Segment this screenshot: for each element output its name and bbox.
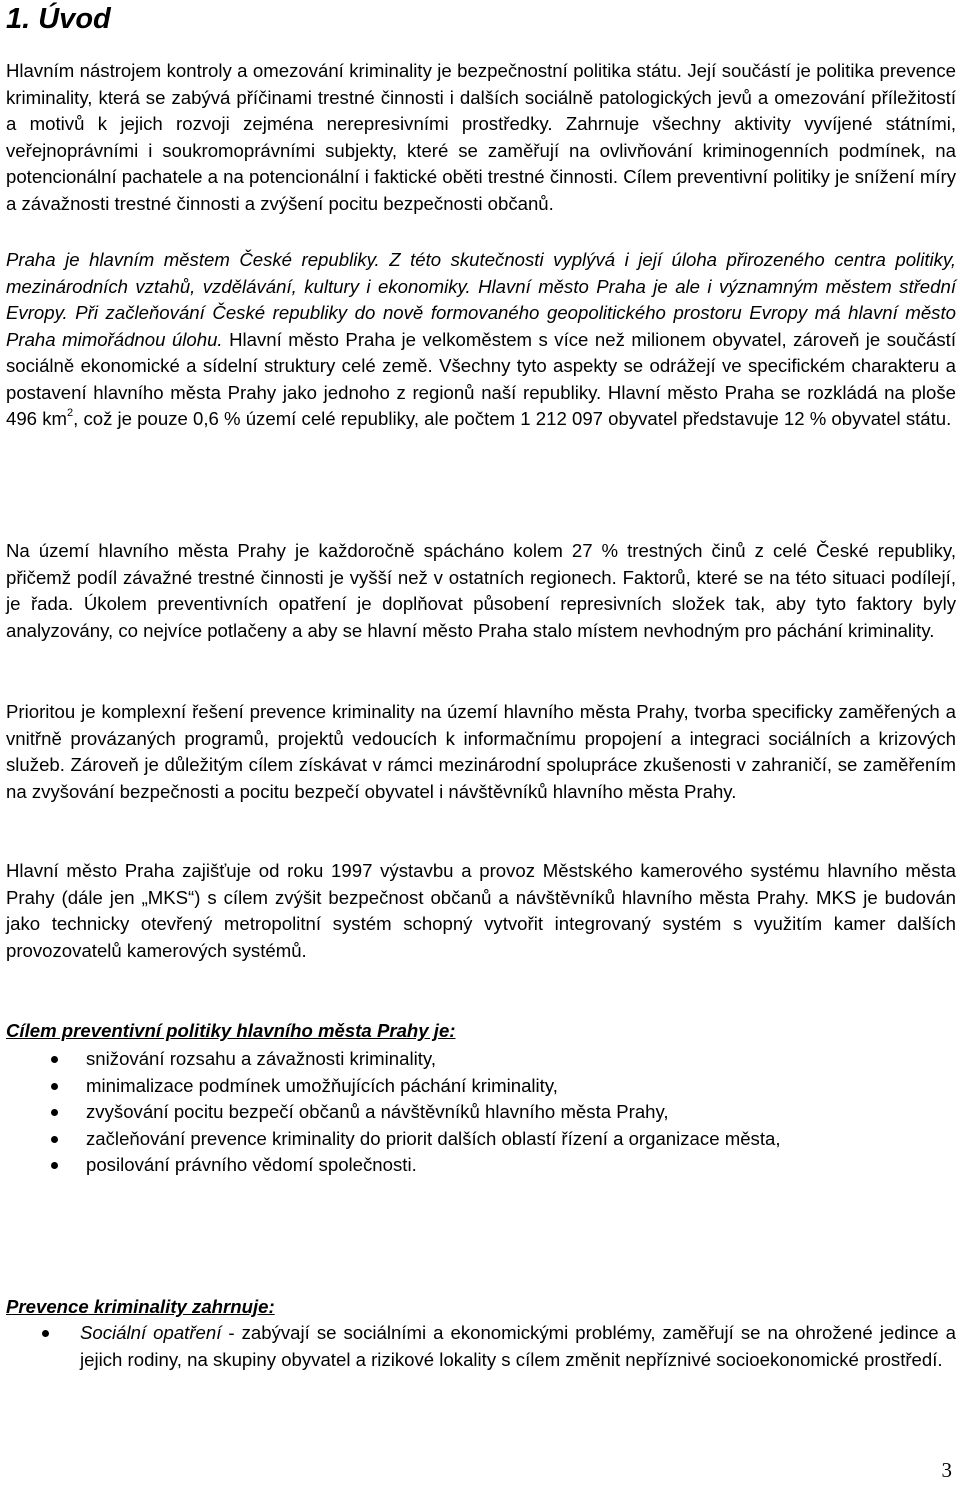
bullet-icon	[51, 1136, 58, 1143]
prague-text-b: Hlavní město Praha je velkoměstem s více než milionem obyvatel, zároveň je součástí sociálně ekonomické a sídelní struktury celé země. Všechny tyto aspekty se odrážejí ve specifickém charakteru a postavení hlavního města Prahy jako jednoho z regionů naší republiky. Hlavní město Praha se rozkládá na ploše 496 km	[6, 328, 956, 429]
crime-paragraph: Na území hlavního města Prahy je každoročně spácháno kolem 27 % trestných činů z celé České republiky, přičemž podíl závažné trestné činnosti je vyšší než v ostatních regionech. Faktorů, které se na této situaci podílejí, je řada. Úkolem preventivních opatření je doplňovat působení represivních složek tak, aby tyto faktory byly analyzovány, co nejvíce potlačeny a aby se hlavní město Praha stalo místem nevhodným pro páchání kriminality.	[6, 540, 956, 641]
prevention-heading: Prevence kriminality zahrnuje:	[6, 1296, 275, 1317]
bullet-icon	[42, 1330, 49, 1337]
list-item	[6, 1320, 956, 1373]
prevention-term: Sociální opatření	[80, 1322, 222, 1343]
goals-heading: Cílem preventivní politiky hlavního města Prahy je:	[6, 1020, 456, 1041]
list-item: zvyšování pocitu bezpečí občanů a návštěvníků hlavního města Prahy,	[6, 1099, 781, 1126]
bullet-icon	[51, 1109, 58, 1116]
page-number: 3	[941, 1458, 952, 1482]
priority-paragraph: Prioritou je komplexní řešení prevence kriminality na území hlavního města Prahy, tvorba specificky zaměřených a vnitřně provázaných programů, projektů vedoucích k informačnímu propojení a integraci sociálních a krizových služeb. Zároveň je důležitým cílem získávat v rámci mezinárodní spolupráce zkušenosti v zahraničí, se zaměřením na zvyšování bezpečnosti a pocitu bezpečí obyvatel i návštěvníků hlavního města Prahy.	[6, 701, 956, 802]
bullet-icon	[51, 1083, 58, 1090]
goals-list	[6, 1046, 781, 1179]
intro-paragraph	[6, 58, 956, 217]
list-item: začleňování prevence kriminality do priorit dalších oblastí řízení a organizace města,	[6, 1126, 781, 1153]
list-item: posilování právního vědomí společnosti.	[6, 1152, 781, 1179]
prague-text-c: , což je pouze 0,6 % území celé republiky, ale počtem 1 212 097 obyvatel představuje 12 % obyvatel státu.	[73, 408, 952, 429]
bullet-icon	[51, 1162, 58, 1169]
intro-text-a: Hlavním nástrojem kontroly a omezování kriminality je bezpečnostní politika státu. Její součástí je politika prevence kriminality, která se zabývá příčinami trestné činnosti i dalších sociálně patologických jevů a omezování příležitostí a motivů k jejich rozvoji zejména nerepresivními prostředky.	[6, 60, 956, 134]
superscript: 2	[66, 407, 74, 419]
prevention-list	[6, 1320, 956, 1373]
section-heading: 1. Úvod	[6, 3, 111, 35]
prevention-text: - zabývají se sociálními a ekonomickými problémy, zaměřují se na ohrožené jedince a jejich rodiny, na skupiny obyvatel a rizikové lokality s cílem změnit nepříznivé socioekonomické prostředí.	[80, 1322, 956, 1370]
list-item: snižování rozsahu a závažnosti kriminality,	[6, 1046, 781, 1073]
list-item: minimalizace podmínek umožňujících páchání kriminality,	[6, 1073, 781, 1100]
mks-paragraph: Hlavní město Praha zajišťuje od roku 1997 výstavbu a provoz Městského kamerového systému hlavního města Prahy (dále jen „MKS“) s cílem zvýšit bezpečnost občanů a návštěvníků hlavního města Prahy. MKS je budován jako technicky otevřený metropolitní systém schopný vytvořit integrovaný systém s využitím kamer dalších provozovatelů kamerových systémů.	[6, 860, 956, 961]
prague-paragraph	[6, 247, 956, 433]
prague-text-italic: Praha je hlavním městem České republiky. Z této skutečnosti vyplývá i její úloha přirozeného centra politiky, mezinárodních vztahů, vzdělávání, kultury i ekonomiky. Hlavní město Praha je ale i významným městem střední Evropy. Při začleňování České republiky do nově formovaného geopolitického prostoru Evropy má hlavní město Praha mimořádnou úlohu.	[6, 249, 956, 350]
bullet-icon	[51, 1056, 58, 1063]
intro-text-b: Zahrnuje všechny aktivity vyvíjené státními, veřejnoprávními i soukromoprávními subjekty, které se zaměřují na ovlivňování kriminogenních podmínek, na potencionální pachatele a na potencionální i faktické oběti trestné činnosti. Cílem preventivní politiky je snížení míry a závažnosti trestné činnosti a zvýšení pocitu bezpečnosti občanů.	[6, 113, 956, 214]
